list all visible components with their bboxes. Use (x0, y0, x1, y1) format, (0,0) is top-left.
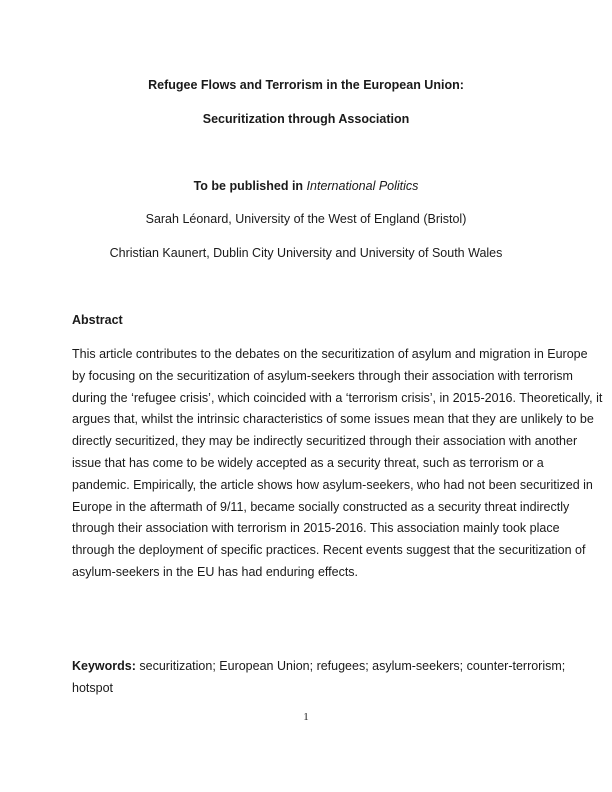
publication-prefix: To be published in (193, 179, 307, 193)
abstract-heading: Abstract (72, 313, 123, 327)
keywords-label: Keywords: (72, 659, 136, 673)
abstract-line: Europe in the aftermath of 9/11, became socially constructed as a security threat indirectly (72, 499, 570, 514)
abstract-body (72, 344, 603, 584)
abstract-line: This article contributes to the debates on the securitization of asylum and migration in Europe (72, 347, 588, 361)
abstract-line: by focusing on the securitization of asylum-seekers through their association with terrorism (72, 368, 573, 383)
page-number: 1 (303, 711, 309, 723)
abstract-line: pandemic. Empirically, the article shows how asylum-seekers, who had not been securitized in (72, 477, 593, 492)
abstract-line: directly securitized, they may be indirectly securitized through their association with another (72, 434, 578, 449)
abstract-line: issue that has come to be widely accepted as a security threat, such as terrorism or a (72, 455, 544, 470)
keywords-line-1 (72, 656, 566, 678)
keywords-line-2: hotspot (72, 680, 114, 695)
abstract-line: through the deployment of specific practices. Recent events suggest that the securitization of (72, 543, 586, 558)
abstract-line: asylum-seekers in the EU has had enduring effects. (72, 564, 359, 579)
abstract-line: argues that, whilst the intrinsic characteristics of some issues mean that they are unlikely to be (72, 412, 594, 427)
paper-title-line-1: Refugee Flows and Terrorism in the European Union: (148, 78, 464, 92)
keywords-section (72, 656, 566, 700)
publication-note (0, 179, 612, 193)
author-2: Christian Kaunert, Dublin City University and University of South Wales (109, 246, 503, 260)
journal-name: International Politics (306, 179, 419, 193)
paper-title-line-2: Securitization through Association (202, 112, 410, 126)
author-1: Sarah Léonard, University of the West of England (Bristol) (145, 212, 467, 226)
keywords-list: securitization; European Union; refugees; asylum-seekers; counter-terrorism; (135, 659, 566, 673)
abstract-line: through their association with terrorism in 2015-2016. This association mainly took place (72, 521, 560, 536)
abstract-line: during the ‘refugee crisis’, which coincided with a ‘terrorism crisis’, in 2015-2016. Theoretically, it (72, 390, 603, 405)
